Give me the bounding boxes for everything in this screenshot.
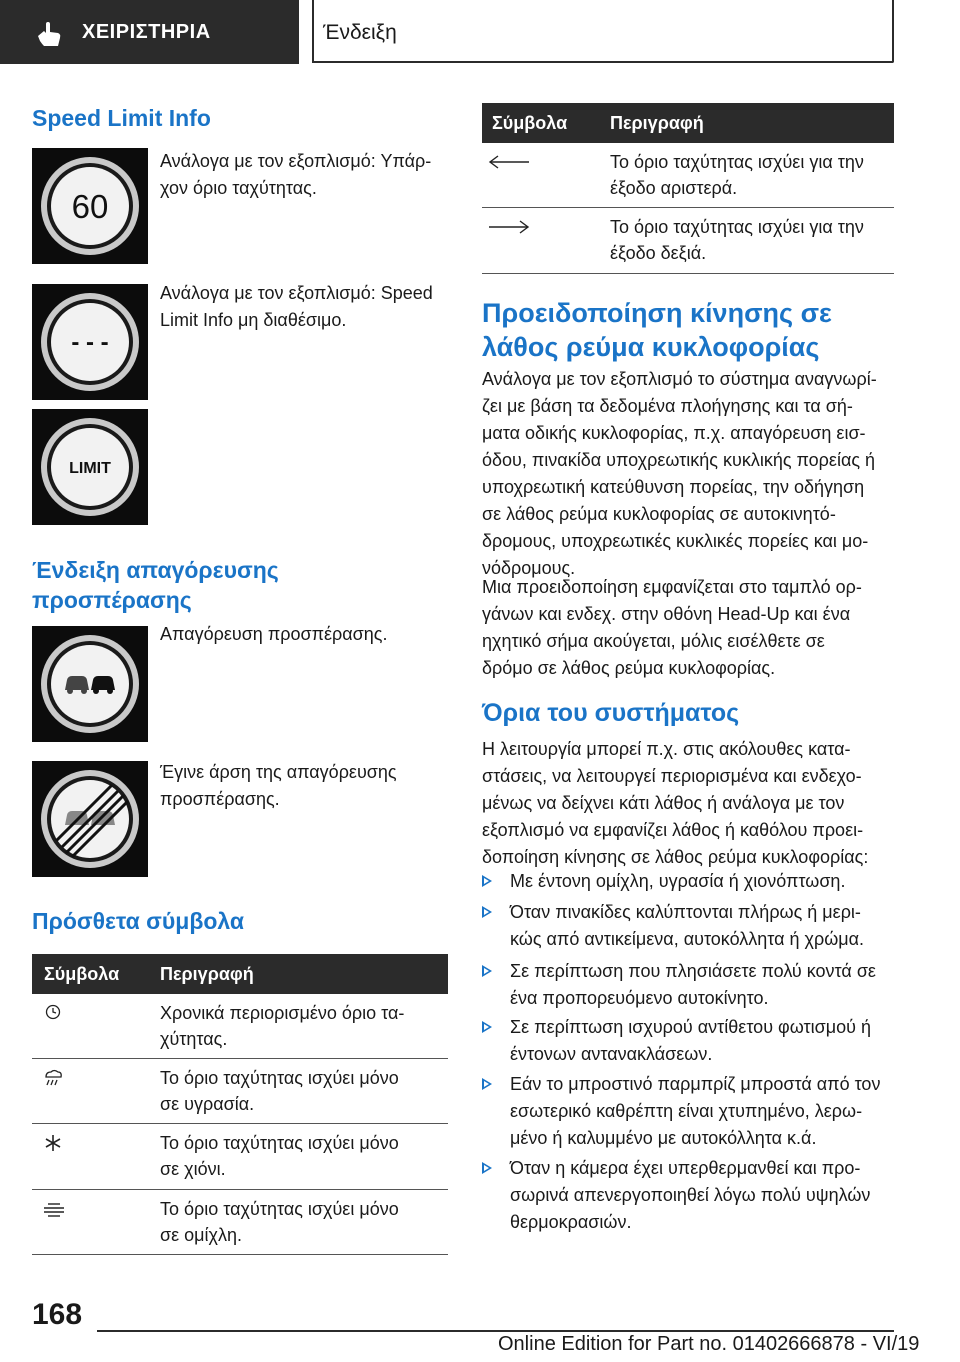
row-desc-line1: Το όριο ταχύτητας ισχύει μόνο [160, 1068, 399, 1088]
page-number: 168 [32, 1298, 83, 1331]
section-header [312, 0, 894, 63]
system-limits-intro [482, 736, 894, 871]
speed-limit-desc-2a: Ανάλογα με τον εξοπλισμό: Speed [160, 283, 433, 303]
row-desc-line2: έξοδο αριστερά. [610, 178, 738, 198]
sign-value-text: 60 [71, 188, 109, 225]
bullet-triangle-icon [482, 1078, 492, 1090]
speed-limit-desc-2b: Limit Info μη διαθέσιμο. [160, 310, 347, 330]
text-line: στάσεις, να λειτουργεί περιορισμένα και ενδεχο- [482, 766, 862, 786]
bullet-triangle-icon [482, 875, 492, 887]
text-line: ματα οδικής κυκλοφορίας, π.χ. απαγόρευση εισ- [482, 423, 866, 443]
row-desc-line1: Χρονικά περιορισμένο όριο τα- [160, 1003, 405, 1023]
table-row [32, 994, 448, 1059]
end-no-overtaking-sign-image [32, 761, 148, 877]
text-line: Η λειτουργία μπορεί π.χ. στις ακόλουθες κατα- [482, 739, 851, 759]
text-line: Εάν το μπροστινό παρμπρίζ μπροστά από τον [510, 1074, 881, 1094]
table-row [32, 1124, 448, 1190]
text-line: εξοπλισμό να εμφανίζει λάθος ή καθόλου προει- [482, 820, 864, 840]
col-desc-header: Περιγραφή [160, 964, 254, 984]
text-line: Όταν η κάμερα έχει υπερθερμανθεί και προ- [510, 1158, 861, 1178]
snowflake-icon [42, 1134, 64, 1152]
wrong-way-title-line2: λάθος ρεύμα κυκλοφορίας [482, 332, 820, 362]
speed-limit-desc-1a: Ανάλογα με τον εξοπλισμό: Υπάρ- [160, 151, 432, 171]
text-line: θερμοκρασιών. [510, 1212, 632, 1232]
bullet-triangle-icon [482, 1021, 492, 1033]
arrow-left-icon [488, 155, 530, 169]
wrong-way-title [482, 296, 832, 364]
table-row [482, 208, 894, 274]
text-line: ηχητικό σήμα ακούγεται, μόλις εισέλθετε σε [482, 631, 825, 651]
col-symbol-header: Σύμβολα [44, 964, 120, 984]
row-desc-line2: σε υγρασία. [160, 1094, 255, 1114]
end-overtaking-desc-a: Έγινε άρση της απαγόρευσης [160, 762, 397, 782]
fog-icon [42, 1202, 66, 1218]
text-line: όδου, πινακίδα υποχρεωτικής κυκλικής πορείας ή [482, 450, 876, 470]
chapter-tab[interactable] [0, 0, 299, 64]
col-symbol-header: Σύμβολα [492, 113, 568, 133]
text-line: δρόμο σε λάθος ρεύμα κυκλοφορίας. [482, 658, 776, 678]
col-desc-header: Περιγραφή [610, 113, 704, 133]
text-line: γάνων και ενδεχ. στην οθόνη Head-Up και ένα [482, 604, 851, 624]
bullet-triangle-icon [482, 965, 492, 977]
text-line: Όταν πινακίδες καλύπτονται πλήρως ή μερι- [510, 902, 861, 922]
section-label: Ένδειξη [323, 21, 397, 44]
row-desc-line2: σε χιόνι. [160, 1159, 226, 1179]
clock-icon [42, 1004, 64, 1020]
text-line: ένα προπορευόμενο αυτοκίνητο. [510, 988, 769, 1008]
sign-dashes-text: - - - [71, 329, 109, 356]
text-line: Ανάλογα με τον εξοπλισμό το σύστημα αναγνωρί- [482, 369, 877, 389]
bullet-triangle-icon [482, 906, 492, 918]
row-desc-line1: Το όριο ταχύτητας ισχύει μόνο [160, 1133, 399, 1153]
speed-sign-unavailable-image [32, 284, 148, 400]
text-line: έντονων αντανακλάσεων. [510, 1044, 713, 1064]
no-overtaking-desc: Απαγόρευση προσπέρασης. [160, 624, 388, 644]
speed-sign-60-image [32, 148, 148, 264]
text-line: κώς από αντικείμενα, αυτοκόλλητα ή χρώμα. [510, 929, 865, 949]
text-line: σε λάθος ρεύμα κυκλοφορίας σε αυτοκινητό- [482, 504, 836, 524]
text-line: εσωτερικό καθρέπτη είναι χτυπημένο, λερω- [510, 1101, 863, 1121]
text-line: ζει με βάση τα δεδομένα πλοήγησης και τα σή- [482, 396, 853, 416]
overtaking-title [32, 555, 279, 615]
edition-text: Online Edition for Part no. 01402666878 - VI/19 [498, 1333, 920, 1355]
overtaking-title-line1: Ένδειξη απαγόρευσης [32, 557, 279, 583]
text-line: υποχρεωτική κατεύθυνση πορείας, την οδήγηση [482, 477, 865, 497]
table-header [482, 103, 894, 143]
table-row [32, 1059, 448, 1124]
exit-symbols-table [482, 103, 894, 274]
no-overtaking-sign-image [32, 626, 148, 742]
text-line: μένως να δείχνει κάτι λάθος ή ανάλογα με τον [482, 793, 845, 813]
system-limits-title: Όρια του συστήματος [482, 699, 740, 727]
table-row [32, 1190, 448, 1255]
row-desc-line1: Το όριο ταχύτητας ισχύει μόνο [160, 1199, 399, 1219]
speed-limit-title: Speed Limit Info [32, 105, 211, 131]
wrong-way-title-line1: Προειδοποίηση κίνησης σε [482, 298, 832, 328]
text-line: Μια προειδοποίηση εμφανίζεται στο ταμπλό ορ- [482, 577, 862, 597]
table-row [482, 143, 894, 208]
end-overtaking-desc-b: προσπέρασης. [160, 789, 280, 809]
text-line: σωρινά απενεργοποιηθεί λόγω πολύ υψηλών [510, 1185, 871, 1205]
bullet-triangle-icon [482, 1162, 492, 1174]
additional-symbols-table [32, 954, 448, 1255]
speed-sign-limit-image [32, 409, 148, 525]
row-desc-line2: χύτητας. [160, 1029, 228, 1049]
text-line: μένο ή καλυμμένο με αυτοκόλλητα κ.ά. [510, 1128, 817, 1148]
row-desc-line2: έξοδο δεξιά. [610, 243, 707, 263]
arrow-right-icon [488, 220, 530, 234]
speed-limit-desc-1b: χον όριο ταχύτητας. [160, 178, 317, 198]
additional-symbols-title: Πρόσθετα σύμβολα [32, 908, 245, 934]
text-line: Με έντονη ομίχλη, υγρασία ή χιονόπτωση. [510, 871, 846, 891]
text-line: νόδρομους. [482, 558, 576, 578]
text-line: δρομους, υποχρεωτικές κυκλικές πορείες και μο- [482, 531, 869, 551]
text-line: Σε περίπτωση ισχυρού αντίθετου φωτισμού ή [510, 1017, 871, 1037]
text-line: Σε περίπτωση που πλησιάσετε πολύ κοντά σε [510, 961, 876, 981]
chapter-label: ΧΕΙΡΙΣΤΗΡΙΑ [82, 21, 211, 43]
hand-pointer-icon [34, 22, 64, 48]
rain-icon [42, 1069, 64, 1087]
sign-limit-text: LIMIT [69, 460, 111, 477]
row-desc-line1: Το όριο ταχύτητας ισχύει για την [610, 152, 864, 172]
overtaking-title-line2: προσπέρασης [32, 587, 192, 613]
row-desc-line1: Το όριο ταχύτητας ισχύει για την [610, 217, 864, 237]
table-header [32, 954, 448, 994]
row-desc-line2: σε ομίχλη. [160, 1225, 242, 1245]
wrong-way-paragraph-1 [482, 366, 894, 582]
wrong-way-paragraph-2 [482, 574, 894, 682]
footer-divider [97, 1330, 894, 1332]
text-line: δοποίηση κίνησης σε λάθος ρεύμα κυκλοφορίας: [482, 847, 869, 867]
